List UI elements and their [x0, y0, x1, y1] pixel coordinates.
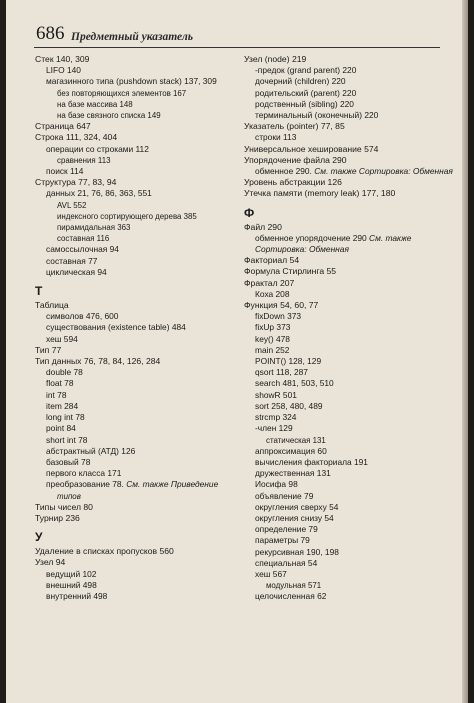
- index-entry: [244, 401, 444, 412]
- index-entry: [244, 547, 444, 558]
- index-entry-text: рекурсивная 190, 198: [255, 546, 339, 557]
- index-entry-text: main 252: [255, 344, 290, 355]
- index-entry: [244, 177, 444, 188]
- index-entry: [244, 412, 444, 423]
- index-entry: [35, 233, 235, 244]
- page-edge-shadow: [462, 0, 468, 703]
- index-entry-text: округления сверху 54: [255, 501, 339, 512]
- index-entry-text: преобразование 78.: [46, 479, 124, 490]
- index-column-left: [35, 54, 235, 602]
- index-entry-text: составная 77: [46, 255, 98, 266]
- running-title: Предметный указатель: [71, 31, 194, 43]
- index-entry-text: Утечка памяти (memory leak) 177, 180: [244, 188, 396, 199]
- index-entry-text: существования (existence table) 484: [46, 322, 186, 333]
- index-entry-text: родственный (sibling) 220: [255, 98, 354, 109]
- index-entry-text: на базе связного списка 149: [57, 111, 161, 121]
- index-entry-text: пирамидальная 363: [57, 223, 131, 233]
- index-entry: [35, 222, 235, 233]
- index-entry-text: на базе массива 148: [57, 99, 133, 109]
- index-entry-text: fixDown 373: [255, 311, 302, 322]
- index-entry-text: Файл 290: [244, 221, 282, 232]
- index-entry: [35, 334, 235, 345]
- index-entry: [244, 457, 444, 468]
- index-entry-text: qsort 118, 287: [255, 367, 308, 378]
- index-entry: [244, 155, 444, 166]
- index-entry: [35, 311, 235, 322]
- index-entry: [35, 188, 235, 199]
- index-entry-text: Коха 208: [255, 288, 290, 299]
- index-entry: [35, 345, 235, 356]
- index-entry: [244, 502, 444, 513]
- index-entry: [244, 580, 444, 591]
- index-entry-text: поиск 114: [46, 166, 84, 177]
- see-also-reference: См. также Сортировка: Обменная: [311, 166, 453, 177]
- index-entry: [244, 144, 444, 155]
- index-entry: [244, 278, 444, 289]
- index-entry-text: key() 478: [255, 333, 290, 344]
- index-entry-text: int 78: [46, 389, 67, 400]
- index-entry-text: Уровень абстракции 126: [244, 177, 342, 188]
- index-entry: [244, 513, 444, 524]
- index-entry-text: float 78: [46, 378, 74, 389]
- index-entry: [244, 233, 444, 244]
- book-page: [6, 0, 468, 703]
- index-entry-text: аппроксимация 60: [255, 445, 327, 456]
- index-entry: [35, 76, 235, 87]
- index-entry: [244, 479, 444, 490]
- index-entry: [35, 177, 235, 188]
- index-entry-text: дружественная 131: [255, 468, 331, 479]
- index-entry: [244, 54, 444, 65]
- index-entry-text: Тип 77: [35, 344, 62, 355]
- index-entry: [244, 334, 444, 345]
- page-header: [6, 0, 468, 48]
- index-entry: [35, 468, 235, 479]
- index-entry: [244, 132, 444, 143]
- index-entry: [244, 166, 453, 177]
- page-number: 686: [36, 23, 65, 44]
- index-entry-text: double 78: [46, 367, 83, 378]
- index-entry: [244, 491, 444, 502]
- index-entry-text: Строка 111, 324, 404: [35, 132, 118, 143]
- index-entry-text: Узел 94: [35, 557, 66, 568]
- header-rule: [34, 47, 440, 48]
- index-entry: [35, 356, 235, 367]
- index-entry: [35, 155, 235, 166]
- index-entry-text: хеш 594: [46, 333, 78, 344]
- index-entry: [244, 255, 444, 266]
- index-entry-text: Страница 647: [35, 121, 91, 132]
- index-entry: [35, 546, 235, 557]
- index-entry-text: сравнения 113: [57, 155, 111, 165]
- index-entry-text: Функция 54, 60, 77: [244, 300, 319, 311]
- index-entry: [244, 188, 444, 199]
- index-entry: [35, 513, 235, 524]
- index-entry: [35, 367, 235, 378]
- index-entry: [244, 468, 444, 479]
- index-entry-text: операции со строками 112: [46, 143, 149, 154]
- index-entry-text: дочерний (children) 220: [255, 76, 346, 87]
- index-entry-text: Указатель (pointer) 77, 85: [244, 121, 345, 132]
- index-entry: [244, 524, 444, 535]
- index-entry-text: округления снизу 54: [255, 512, 334, 523]
- index-entry-text: strcmp 324: [255, 412, 297, 423]
- index-entry: [35, 378, 235, 389]
- index-entry-text: родительский (parent) 220: [255, 87, 357, 98]
- index-entry-text: статическая 131: [266, 435, 326, 445]
- index-entry: [244, 345, 444, 356]
- index-entry-text: хеш 567: [255, 568, 287, 579]
- index-entry: [35, 423, 235, 434]
- index-entry: [35, 200, 235, 211]
- index-entry-text: fixUp 373: [255, 322, 291, 333]
- index-entry-text: Типы чисел 80: [35, 501, 93, 512]
- index-entry-text: индексного сортирующего дерева 385: [57, 211, 197, 221]
- index-entry-text: Упорядочение файла 290: [244, 154, 347, 165]
- index-entry-text: Формула Стирлинга 55: [244, 266, 337, 277]
- index-entry: [35, 244, 235, 255]
- index-entry: [35, 412, 235, 423]
- index-entry-text: вычисления факториала 191: [255, 456, 368, 467]
- index-entry: [244, 390, 444, 401]
- index-entry-text: Стек 140, 309: [35, 54, 90, 64]
- index-entry-text: Узел (node) 219: [244, 54, 307, 64]
- index-entry: [35, 401, 235, 412]
- index-entry-text: Сортировка: Обменная: [255, 244, 349, 255]
- index-entry-text: Удаление в списках пропусков 560: [35, 546, 174, 557]
- index-entry-text: ведущий 102: [46, 568, 97, 579]
- index-entry-text: short int 78: [46, 434, 88, 445]
- index-entry-text: showR 501: [255, 389, 297, 400]
- index-entry-text: Универсальное хеширование 574: [244, 143, 379, 154]
- index-entry-text: типов: [57, 491, 81, 501]
- index-entry: [35, 211, 235, 222]
- index-entry-continuation: [35, 491, 235, 502]
- index-entry: [244, 535, 444, 546]
- index-entry-text: LIFO 140: [46, 65, 81, 76]
- index-entry: [244, 423, 444, 434]
- index-entry-text: символов 476, 600: [46, 311, 119, 322]
- index-entry: [244, 266, 444, 277]
- index-entry-text: -предок (grand parent) 220: [255, 65, 357, 76]
- index-entry: [244, 76, 444, 87]
- index-entry: [35, 591, 235, 602]
- index-entry-text: модульная 571: [266, 581, 322, 591]
- index-entry: [244, 591, 444, 602]
- index-entry-text: Фрактал 207: [244, 277, 295, 288]
- index-entry-text: внутренний 498: [46, 590, 108, 601]
- index-entry-text: целочисленная 62: [255, 591, 327, 602]
- index-entry: [35, 88, 235, 99]
- index-entry: [244, 322, 444, 333]
- index-entry: [35, 144, 235, 155]
- index-section-letter: Ф: [244, 205, 255, 220]
- index-entry: [35, 54, 235, 65]
- index-entry-text: составная 116: [57, 234, 110, 244]
- index-entry: [35, 99, 235, 110]
- index-entry-text: объявление 79: [255, 490, 314, 501]
- index-entry-text: Факториал 54: [244, 255, 300, 266]
- index-entry-text: обменное упорядочение 290: [255, 232, 367, 243]
- index-entry: [244, 435, 444, 446]
- index-entry-text: строки 113: [255, 132, 297, 143]
- index-entry-text: Тип данных 76, 78, 84, 126, 284: [35, 356, 161, 367]
- index-entry: [244, 289, 444, 300]
- index-entry-text: Турнир 236: [35, 512, 80, 523]
- index-entry: [244, 121, 444, 132]
- index-entry-text: специальная 54: [255, 557, 318, 568]
- index-entry: [35, 446, 235, 457]
- index-entry-text: Таблица: [35, 300, 69, 311]
- index-entry-text: определение 79: [255, 524, 318, 535]
- index-entry: [35, 256, 235, 267]
- index-entry: [35, 580, 235, 591]
- index-entry-text: первого класса 171: [46, 468, 122, 479]
- index-entry: [244, 65, 444, 76]
- index-entry: [35, 390, 235, 401]
- index-entry: [35, 502, 235, 513]
- index-entry-text: search 481, 503, 510: [255, 378, 334, 389]
- index-entry: [35, 267, 235, 278]
- index-entry-text: long int 78: [46, 412, 85, 423]
- index-entry-text: point 84: [46, 423, 76, 434]
- index-entry: [244, 356, 444, 367]
- index-entry-continuation: [244, 244, 444, 255]
- index-entry: [35, 479, 235, 490]
- index-entry-text: терминальный (оконечный) 220: [255, 110, 379, 121]
- index-column-right: [244, 54, 453, 603]
- see-also-reference: См. также Приведение: [123, 479, 219, 490]
- index-entry: [35, 300, 235, 311]
- index-entry: [244, 110, 444, 121]
- index-entry: [244, 569, 444, 580]
- index-entry: [244, 222, 444, 233]
- index-entry: [244, 558, 444, 569]
- index-entry-text: магазинного типа (pushdown stack) 137, 309: [46, 76, 217, 87]
- index-entry-text: самоссылочная 94: [46, 244, 119, 255]
- index-entry: [244, 378, 444, 389]
- index-entry: [35, 457, 235, 468]
- see-also-reference: См. также: [366, 232, 412, 243]
- index-entry-text: AVL 552: [57, 200, 87, 210]
- index-entry-text: Иосифа 98: [255, 479, 298, 490]
- index-entry-text: внешний 498: [46, 579, 97, 590]
- index-entry: [244, 311, 444, 322]
- index-entry: [244, 300, 444, 311]
- index-section-letter: Т: [35, 284, 43, 299]
- index-entry: [244, 446, 444, 457]
- index-entry: [35, 65, 235, 76]
- index-entry-text: -член 129: [255, 423, 293, 434]
- index-entry-text: базовый 78: [46, 456, 91, 467]
- index-entry-text: параметры 79: [255, 535, 310, 546]
- index-entry-text: item 284: [46, 400, 79, 411]
- index-entry: [35, 557, 235, 568]
- index-entry: [244, 367, 444, 378]
- index-entry: [35, 435, 235, 446]
- index-entry: [35, 132, 235, 143]
- index-entry: [35, 569, 235, 580]
- index-section-letter: У: [35, 530, 43, 545]
- index-entry-text: POINT() 128, 129: [255, 356, 322, 367]
- index-entry-text: абстрактный (АТД) 126: [46, 445, 136, 456]
- index-entry-text: Структура 77, 83, 94: [35, 177, 117, 188]
- index-entry: [35, 166, 235, 177]
- index-entry: [244, 88, 444, 99]
- index-entry-text: без повторяющихся элементов 167: [57, 88, 187, 98]
- index-entry: [35, 121, 235, 132]
- index-entry-text: sort 258, 480, 489: [255, 400, 323, 411]
- index-entry: [35, 110, 235, 121]
- index-entry: [244, 99, 444, 110]
- index-entry-text: обменное 290.: [255, 166, 312, 177]
- index-entry-text: циклическая 94: [46, 266, 107, 277]
- index-entry: [35, 322, 235, 333]
- index-entry-text: данных 21, 76, 86, 363, 551: [46, 188, 152, 199]
